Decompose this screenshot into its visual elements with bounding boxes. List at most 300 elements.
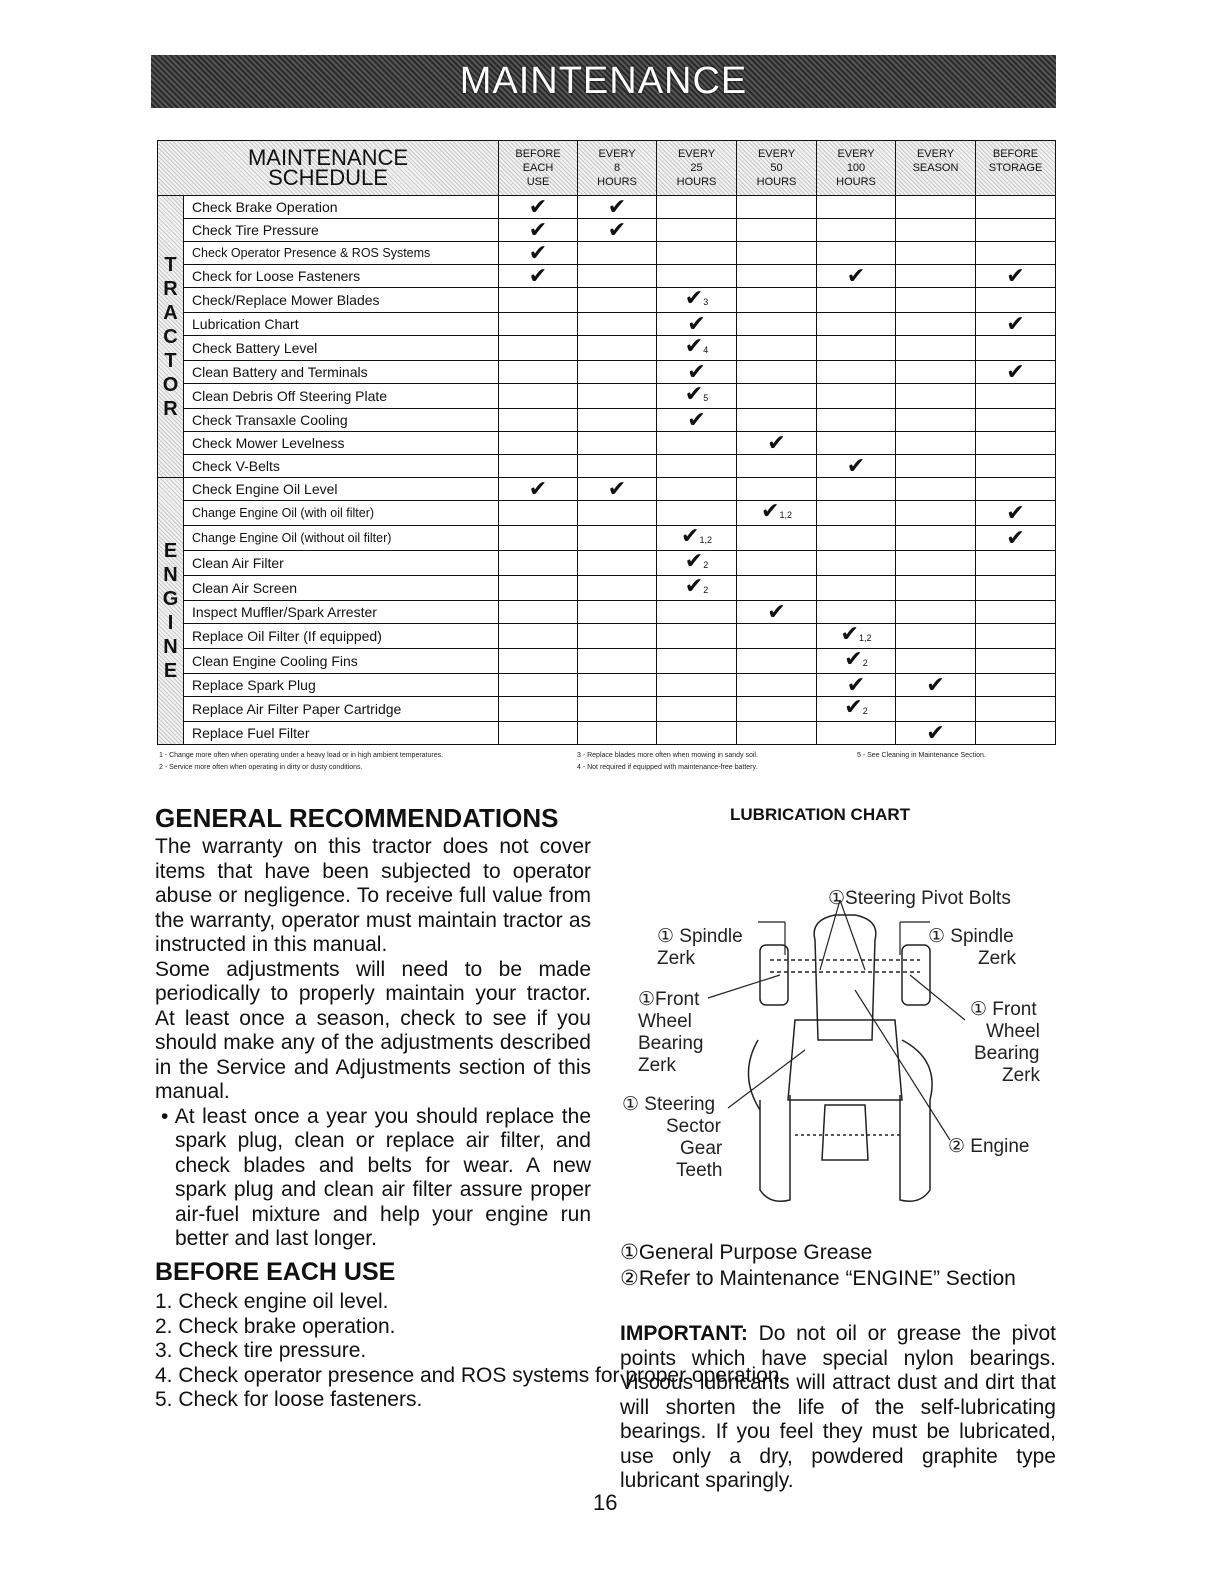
label-spindle-zerk-left: ① Spindle xyxy=(657,926,743,947)
schedule-cell xyxy=(578,576,657,601)
schedule-cell xyxy=(657,674,737,697)
label-front-wheel-bearing-right: Wheel xyxy=(986,1021,1040,1042)
schedule-cell xyxy=(896,384,976,409)
schedule-cell xyxy=(657,432,737,455)
schedule-cell xyxy=(976,242,1056,265)
schedule-cell xyxy=(737,601,817,624)
schedule-cell xyxy=(737,526,817,551)
table-row xyxy=(158,265,1056,288)
task-name: Check Mower Levelness xyxy=(184,432,499,455)
footnote-ref: 3 xyxy=(703,297,709,307)
schedule-cell xyxy=(896,624,976,649)
footnote: 5 - See Cleaning in Maintenance Section. xyxy=(857,752,986,759)
schedule-cell xyxy=(737,697,817,722)
schedule-cell xyxy=(817,361,896,384)
schedule-cell xyxy=(976,674,1056,697)
page-number: 16 xyxy=(593,1490,618,1515)
general-recommendations-heading: GENERAL RECOMMENDATIONS xyxy=(155,803,559,833)
schedule-cell xyxy=(578,361,657,384)
schedule-cell xyxy=(737,361,817,384)
schedule-cell xyxy=(499,361,578,384)
list-item: 4. Check operator presence and ROS systems for proper operation. xyxy=(155,1363,786,1387)
footnote-ref: 2 xyxy=(862,706,868,716)
task-name: Check V-Belts xyxy=(184,455,499,478)
schedule-cell xyxy=(657,624,737,649)
schedule-cell xyxy=(817,526,896,551)
label-steering-pivot-bolts: ①Steering Pivot Bolts xyxy=(828,888,1011,909)
task-name: Check for Loose Fasteners xyxy=(184,265,499,288)
schedule-cell xyxy=(896,722,976,745)
schedule-cell xyxy=(976,409,1056,432)
schedule-cell xyxy=(896,288,976,313)
schedule-cell xyxy=(499,336,578,361)
checkmark-icon: ✔ xyxy=(846,453,866,478)
schedule-cell xyxy=(499,624,578,649)
schedule-cell xyxy=(976,313,1056,336)
schedule-cell xyxy=(737,498,817,526)
task-name: Check Brake Operation xyxy=(184,196,499,219)
schedule-cell xyxy=(896,432,976,455)
label-spindle-zerk-right: ① Spindle xyxy=(928,926,1014,947)
schedule-cell xyxy=(896,697,976,722)
list-item: 3. Check tire pressure. xyxy=(155,1339,367,1362)
group-label-engine: E N G I N E xyxy=(158,478,184,745)
schedule-cell xyxy=(896,601,976,624)
schedule-cell xyxy=(817,336,896,361)
schedule-cell xyxy=(976,526,1056,551)
schedule-cell xyxy=(499,455,578,478)
schedule-cell xyxy=(976,455,1056,478)
schedule-cell xyxy=(737,196,817,219)
schedule-cell xyxy=(578,526,657,551)
task-name: Change Engine Oil (without oil filter) xyxy=(184,526,499,551)
schedule-cell xyxy=(578,551,657,576)
schedule-title xyxy=(158,141,499,196)
label-front-wheel-bearing-right: Bearing xyxy=(974,1043,1040,1064)
checkmark-icon: ✔ xyxy=(926,720,945,745)
schedule-cell xyxy=(657,697,737,722)
table-row xyxy=(158,455,1056,478)
label-steering-sector-gear-teeth: ① Steering xyxy=(622,1094,716,1115)
important-label: IMPORTANT: xyxy=(620,1322,748,1345)
schedule-cell xyxy=(499,722,578,745)
footnote-ref: 2 xyxy=(862,658,868,668)
schedule-cell xyxy=(657,523,737,551)
schedule-cell xyxy=(737,288,817,313)
legend-general-purpose-grease: ①General Purpose Grease xyxy=(620,1241,873,1264)
schedule-cell xyxy=(976,697,1056,722)
schedule-cell xyxy=(976,196,1056,219)
task-name: Clean Air Filter xyxy=(184,551,499,576)
schedule-cell xyxy=(737,576,817,601)
label-spindle-zerk-left: Zerk xyxy=(657,948,695,969)
schedule-cell xyxy=(896,501,976,526)
schedule-cell xyxy=(896,409,976,432)
schedule-cell xyxy=(499,576,578,601)
maintenance-banner xyxy=(151,55,1056,108)
checkmark-icon: ✔ xyxy=(761,498,780,523)
group-label-tractor: T R A C T O R xyxy=(158,196,184,478)
label-steering-sector-gear-teeth: Gear xyxy=(680,1138,723,1159)
task-name: Check/Replace Mower Blades xyxy=(184,288,499,313)
schedule-cell xyxy=(817,242,896,265)
schedule-cell xyxy=(499,242,578,265)
footnote-ref: 2 xyxy=(703,585,709,595)
schedule-cell xyxy=(499,313,578,336)
schedule-title-line2: SCHEDULE xyxy=(268,165,388,190)
schedule-cell xyxy=(499,601,578,624)
list-item: 1. Check engine oil level. xyxy=(155,1290,389,1313)
task-name: Change Engine Oil (with oil filter) xyxy=(184,501,499,526)
schedule-cell xyxy=(896,576,976,601)
table-row xyxy=(158,288,1056,313)
lubrication-diagram xyxy=(610,860,1060,1210)
table-row xyxy=(158,478,1056,501)
schedule-cell xyxy=(896,478,976,501)
table-row xyxy=(158,336,1056,361)
task-name: Clean Engine Cooling Fins xyxy=(184,649,499,674)
schedule-cell xyxy=(657,242,737,265)
schedule-cell xyxy=(817,384,896,409)
schedule-cell xyxy=(896,219,976,242)
schedule-cell xyxy=(896,551,976,576)
schedule-cell xyxy=(896,361,976,384)
schedule-cell xyxy=(657,409,737,432)
label-engine: ② Engine xyxy=(948,1136,1030,1157)
schedule-cell xyxy=(896,265,976,288)
task-name: Replace Air Filter Paper Cartridge xyxy=(184,697,499,722)
schedule-cell xyxy=(578,196,657,219)
schedule-cell xyxy=(578,336,657,361)
schedule-cell xyxy=(657,285,737,313)
schedule-cell xyxy=(737,313,817,336)
label-spindle-zerk-right: Zerk xyxy=(978,948,1016,969)
schedule-cell xyxy=(737,455,817,478)
checkmark-icon: ✔ xyxy=(687,407,706,432)
task-name: Clean Battery and Terminals xyxy=(184,361,499,384)
maintenance-schedule-table xyxy=(157,140,1056,745)
column-header: EVERY 8 HOURS xyxy=(578,141,657,196)
schedule-cell xyxy=(499,478,578,501)
schedule-cell xyxy=(657,649,737,674)
schedule-cell xyxy=(976,265,1056,288)
label-steering-sector-gear-teeth: Teeth xyxy=(676,1160,723,1181)
column-header: EVERY 50 HOURS xyxy=(737,141,817,196)
checkmark-icon: ✔ xyxy=(607,476,627,501)
schedule-cell xyxy=(657,381,737,409)
bullet-item: • At least once a year you should replace the spark plug, clean or replace air filter, and check blades and belts for wear. A new spark plug and clean air filter assure proper air-fuel mixture and help your engine run better and last longer. xyxy=(161,1104,591,1250)
checkmark-icon: ✔ xyxy=(846,263,866,288)
label-front-wheel-bearing-left: Bearing xyxy=(638,1033,704,1054)
schedule-cell xyxy=(817,621,896,649)
schedule-cell xyxy=(817,219,896,242)
schedule-cell xyxy=(499,196,578,219)
schedule-cell xyxy=(578,697,657,722)
lubrication-legend xyxy=(620,1240,1016,1292)
table-row xyxy=(158,601,1056,624)
task-name: Check Transaxle Cooling xyxy=(184,409,499,432)
schedule-cell xyxy=(737,649,817,674)
table-row xyxy=(158,313,1056,336)
schedule-cell xyxy=(657,601,737,624)
checkmark-icon: ✔ xyxy=(687,359,706,384)
schedule-cell xyxy=(737,674,817,697)
task-name: Check Tire Pressure xyxy=(184,219,499,242)
schedule-cell xyxy=(896,336,976,361)
paragraph: The warranty on this tractor does not cover items that have been subjected to operator abuse or negligence. To receive full value from the warranty, operator must maintain tractor as instructed in this manual. xyxy=(155,835,591,956)
schedule-cell xyxy=(499,526,578,551)
important-text: Do not oil or grease the pivot points which have special nylon bearings. Viscous lubricants will attract dust and dirt that will shorten the life of the self-lubricating bearings. If you feel they must be lubricated, use only a dry, powdered graphite type lubricant sparingly. xyxy=(620,1322,1056,1492)
schedule-cell xyxy=(737,265,817,288)
schedule-cell xyxy=(976,501,1056,526)
task-name: Replace Fuel Filter xyxy=(184,722,499,745)
task-name: Replace Oil Filter (If equipped) xyxy=(184,624,499,649)
schedule-cell xyxy=(578,455,657,478)
schedule-cell xyxy=(578,674,657,697)
schedule-cell xyxy=(976,219,1056,242)
task-name: Check Operator Presence & ROS Systems xyxy=(184,242,499,265)
checkmark-icon: ✔ xyxy=(607,194,627,219)
schedule-cell xyxy=(657,196,737,219)
checkmark-icon: ✔ xyxy=(1006,311,1025,336)
checkmark-icon: ✔ xyxy=(681,523,700,548)
schedule-cell xyxy=(737,242,817,265)
schedule-cell xyxy=(578,624,657,649)
schedule-cell xyxy=(976,576,1056,601)
schedule-cell xyxy=(976,384,1056,409)
label-steering-sector-gear-teeth: Sector xyxy=(666,1116,721,1137)
checkmark-icon: ✔ xyxy=(1006,263,1025,288)
schedule-cell xyxy=(578,384,657,409)
task-name: Replace Spark Plug xyxy=(184,674,499,697)
checkmark-icon: ✔ xyxy=(926,672,945,697)
schedule-cell xyxy=(737,551,817,576)
schedule-cell xyxy=(896,313,976,336)
footnote-ref: 2 xyxy=(703,560,709,570)
table-row xyxy=(158,219,1056,242)
label-front-wheel-bearing-right: Zerk xyxy=(1002,1065,1040,1086)
checkmark-icon: ✔ xyxy=(528,263,548,288)
schedule-cell xyxy=(896,649,976,674)
lubrication-chart-heading: LUBRICATION CHART xyxy=(730,805,911,824)
table-row xyxy=(158,649,1056,674)
table-row xyxy=(158,526,1056,551)
table-row xyxy=(158,697,1056,722)
schedule-cell xyxy=(578,722,657,745)
schedule-cell xyxy=(499,219,578,242)
schedule-cell xyxy=(896,455,976,478)
footnote-ref: 1,2 xyxy=(699,535,712,545)
schedule-cell xyxy=(976,336,1056,361)
schedule-cell xyxy=(817,409,896,432)
table-row xyxy=(158,361,1056,384)
table-row xyxy=(158,432,1056,455)
checkmark-icon: ✔ xyxy=(684,548,704,573)
schedule-cell xyxy=(896,526,976,551)
schedule-cell xyxy=(499,265,578,288)
schedule-cell xyxy=(499,409,578,432)
label-front-wheel-bearing-left: Wheel xyxy=(638,1011,692,1032)
schedule-cell xyxy=(976,624,1056,649)
label-front-wheel-bearing-left: Zerk xyxy=(638,1055,676,1076)
schedule-cell xyxy=(817,455,896,478)
general-recommendations-text xyxy=(155,835,591,1252)
schedule-cell xyxy=(657,455,737,478)
task-name: Lubrication Chart xyxy=(184,313,499,336)
footnote: 2 - Service more often when operating in dirty or dusty conditions. xyxy=(159,764,363,771)
schedule-cell xyxy=(817,722,896,745)
checkmark-icon: ✔ xyxy=(846,672,866,697)
important-note xyxy=(620,1322,1056,1494)
task-name: Clean Air Screen xyxy=(184,576,499,601)
legend-refer-engine-section: ②Refer to Maintenance “ENGINE” Section xyxy=(620,1267,1016,1290)
checkmark-icon: ✔ xyxy=(528,240,548,265)
schedule-cell xyxy=(976,288,1056,313)
checkmark-icon: ✔ xyxy=(528,217,548,242)
checkmark-icon: ✔ xyxy=(684,285,704,310)
column-header: EVERY 100 HOURS xyxy=(817,141,896,196)
table-row xyxy=(158,624,1056,649)
schedule-title-line1: MAINTENANCE xyxy=(247,145,409,170)
schedule-cell xyxy=(578,432,657,455)
schedule-cell xyxy=(499,697,578,722)
schedule-cell xyxy=(578,649,657,674)
schedule-cell xyxy=(817,646,896,674)
schedule-cell xyxy=(578,501,657,526)
table-row xyxy=(158,674,1056,697)
schedule-cell xyxy=(657,722,737,745)
before-each-use-heading: BEFORE EACH USE xyxy=(155,1258,396,1286)
table-row xyxy=(158,501,1056,526)
schedule-cell xyxy=(499,432,578,455)
schedule-cell xyxy=(976,601,1056,624)
schedule-cell xyxy=(976,551,1056,576)
footnote-ref: 4 xyxy=(703,345,709,355)
footnote-ref: 1,2 xyxy=(779,510,792,520)
schedule-cell xyxy=(817,265,896,288)
checkmark-icon: ✔ xyxy=(684,333,704,358)
schedule-cell xyxy=(578,219,657,242)
footnote: 4 - Not required if equipped with maintenance-free battery. xyxy=(577,764,758,771)
checkmark-icon: ✔ xyxy=(844,694,863,719)
schedule-cell xyxy=(976,722,1056,745)
checkmark-icon: ✔ xyxy=(684,381,704,406)
banner-title: MAINTENANCE xyxy=(459,60,748,102)
checkmark-icon: ✔ xyxy=(607,217,627,242)
schedule-cell xyxy=(578,288,657,313)
column-header: EVERY 25 HOURS xyxy=(657,141,737,196)
schedule-cell xyxy=(657,501,737,526)
checkmark-icon: ✔ xyxy=(767,430,786,455)
schedule-cell xyxy=(817,288,896,313)
schedule-cell xyxy=(817,501,896,526)
task-name: Check Engine Oil Level xyxy=(184,478,499,501)
schedule-cell xyxy=(976,361,1056,384)
checkmark-icon: ✔ xyxy=(1006,500,1025,525)
schedule-cell xyxy=(578,313,657,336)
task-name: Clean Debris Off Steering Plate xyxy=(184,384,499,409)
table-row xyxy=(158,576,1056,601)
column-header: BEFORE STORAGE xyxy=(976,141,1056,196)
schedule-cell xyxy=(499,551,578,576)
label-front-wheel-bearing-left: ①Front xyxy=(638,989,700,1010)
schedule-cell xyxy=(657,478,737,501)
schedule-cell xyxy=(578,242,657,265)
schedule-cell xyxy=(817,576,896,601)
schedule-cell xyxy=(657,333,737,361)
list-item: 2. Check brake operation. xyxy=(155,1314,396,1338)
footnote-ref: 5 xyxy=(703,393,709,403)
schedule-cell xyxy=(737,384,817,409)
schedule-cell xyxy=(499,384,578,409)
label-front-wheel-bearing-right: ① Front xyxy=(970,999,1037,1020)
schedule-cell xyxy=(976,478,1056,501)
schedule-cell xyxy=(817,551,896,576)
checkmark-icon: ✔ xyxy=(1006,525,1025,550)
table-row xyxy=(158,409,1056,432)
schedule-cell xyxy=(737,336,817,361)
list-item: 5. Check for loose fasteners. xyxy=(155,1388,423,1411)
task-name: Check Battery Level xyxy=(184,336,499,361)
checkmark-icon: ✔ xyxy=(840,621,859,646)
schedule-cell xyxy=(817,694,896,722)
table-row xyxy=(158,242,1056,265)
schedule-cell xyxy=(578,409,657,432)
schedule-cell xyxy=(499,674,578,697)
schedule-cell xyxy=(976,649,1056,674)
schedule-cell xyxy=(737,409,817,432)
schedule-cell xyxy=(657,573,737,601)
paragraph: Some adjustments will need to be made periodically to properly maintain your tractor. At least once a season, check to see if you should make any of the adjustments described in the Service and Adjustments section of this manual. xyxy=(155,957,591,1103)
table-row xyxy=(158,384,1056,409)
checkmark-icon: ✔ xyxy=(687,311,706,336)
checkmark-icon: ✔ xyxy=(684,573,704,598)
schedule-cell xyxy=(578,265,657,288)
schedule-cell xyxy=(737,219,817,242)
schedule-cell xyxy=(896,196,976,219)
tractor-outline xyxy=(748,915,932,1201)
schedule-cell xyxy=(499,649,578,674)
checkmark-icon: ✔ xyxy=(844,646,863,671)
schedule-cell xyxy=(737,432,817,455)
table-row xyxy=(158,551,1056,576)
schedule-cell xyxy=(896,674,976,697)
schedule-cell xyxy=(657,219,737,242)
table-row xyxy=(158,722,1056,745)
schedule-cell xyxy=(896,242,976,265)
column-header: EVERY SEASON xyxy=(896,141,976,196)
checkmark-icon: ✔ xyxy=(528,194,548,219)
checkmark-icon: ✔ xyxy=(1006,359,1025,384)
schedule-cell xyxy=(499,501,578,526)
schedule-cell xyxy=(737,722,817,745)
schedule-cell xyxy=(578,601,657,624)
checkmark-icon: ✔ xyxy=(528,476,548,501)
column-header: BEFORE EACH USE xyxy=(499,141,578,196)
schedule-cell xyxy=(817,196,896,219)
schedule-cell xyxy=(499,288,578,313)
schedule-cell xyxy=(976,432,1056,455)
schedule-cell xyxy=(817,478,896,501)
schedule-cell xyxy=(657,548,737,576)
task-name: Inspect Muffler/Spark Arrester xyxy=(184,601,499,624)
table-row xyxy=(158,196,1056,219)
footnote: 3 - Replace blades more often when mowing in sandy soil. xyxy=(577,752,758,759)
footnote: 1 - Change more often when operating under a heavy load or in high ambient temperatures. xyxy=(159,752,444,759)
footnote-ref: 1,2 xyxy=(858,633,872,643)
checkmark-icon: ✔ xyxy=(767,599,786,624)
schedule-cell xyxy=(578,478,657,501)
